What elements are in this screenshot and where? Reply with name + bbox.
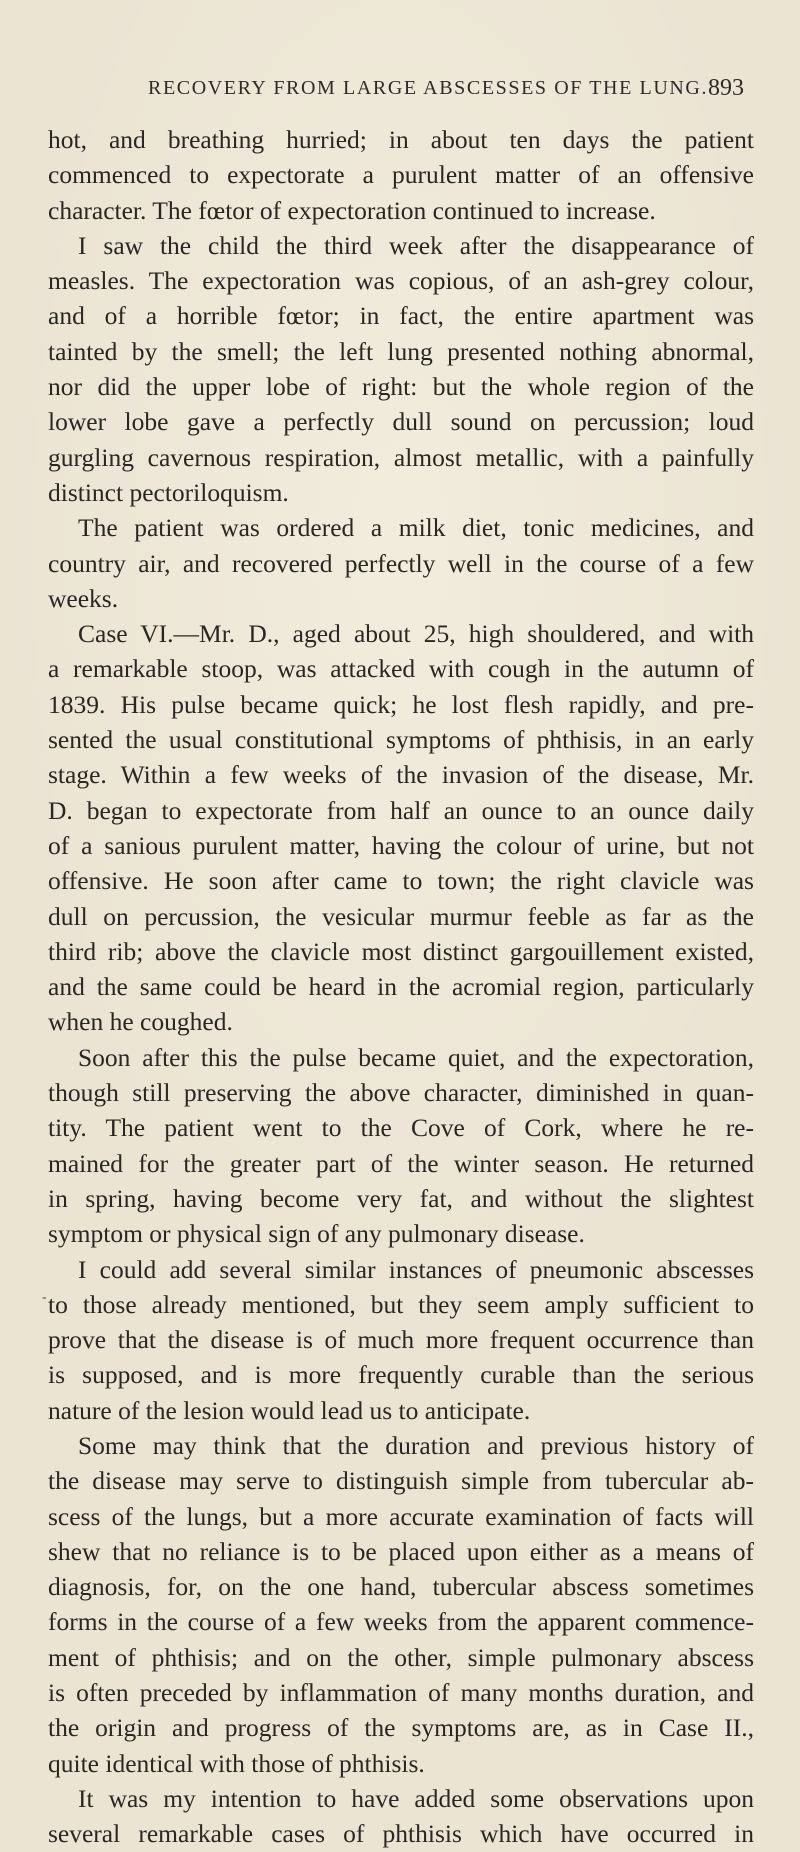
text-line: gurgling cavernous respiration, almost metallic, with a painfully bbox=[48, 442, 754, 472]
text-line: 1839. His pulse became quick; he lost flesh rapidly, and pre- bbox=[48, 689, 754, 719]
body-text bbox=[48, 122, 754, 1852]
text-line: Soon after this the pulse became quiet, and the expectoration, bbox=[78, 1042, 754, 1072]
text-line: a remarkable stoop, was attacked with cough in the autumn of bbox=[48, 654, 754, 684]
text-line: hot, and breathing hurried; in about ten days the patient bbox=[48, 125, 754, 154]
text-line: Some may think that the duration and previous history of bbox=[78, 1430, 754, 1460]
text-line: Case VI.—Mr. D., aged about 25, high shouldered, and with bbox=[78, 619, 754, 649]
text-line: to those already mentioned, but they seem amply sufficient to bbox=[48, 1289, 754, 1319]
text-line: character. The fœtor of expectoration continued to increase. bbox=[48, 195, 656, 225]
text-line: several remarkable cases of phthisis which have occurred in bbox=[48, 1819, 754, 1849]
text-line: dull on percussion, the vesicular murmur feeble as far as the bbox=[48, 901, 754, 931]
text-line: distinct pectoriloquism. bbox=[48, 477, 289, 507]
text-line: D. began to expectorate from half an ounce to an ounce daily bbox=[48, 795, 754, 825]
text-line: the disease may serve to distinguish simple from tubercular ab- bbox=[48, 1466, 754, 1496]
text-line: tity. The patient went to the Cove of Cork, where he re- bbox=[48, 1113, 754, 1143]
text-line: commenced to expectorate a purulent matter of an offensive bbox=[48, 160, 754, 190]
text-line: forms in the course of a few weeks from the apparent commence- bbox=[48, 1607, 754, 1637]
text-line: The patient was ordered a milk diet, tonic medicines, and bbox=[78, 513, 754, 543]
text-line: I saw the child the third week after the disappearance of bbox=[78, 230, 754, 260]
text-line: the origin and progress of the symptoms are, as in Case II., bbox=[48, 1713, 754, 1743]
text-line: nature of the lesion would lead us to anticipate. bbox=[48, 1395, 531, 1425]
text-line: shew that no reliance is to be placed upon either as a means of bbox=[48, 1536, 754, 1566]
text-line: of a sanious purulent matter, having the colour of urine, but not bbox=[48, 830, 754, 860]
footer-mark: - bbox=[42, 1290, 47, 1305]
text-line: tainted by the smell; the left lung presented nothing abnormal, bbox=[48, 336, 754, 366]
text-line: symptom or physical sign of any pulmonary disease. bbox=[48, 1219, 585, 1249]
text-line: It was my intention to have added some observations upon bbox=[78, 1783, 754, 1813]
text-line: quite identical with those of phthisis. bbox=[48, 1748, 425, 1778]
text-line: nor did the upper lobe of right: but the whole region of the bbox=[48, 372, 754, 402]
running-head bbox=[0, 77, 800, 107]
text-line: measles. The expectoration was copious, of an ash-grey colour, bbox=[48, 266, 754, 296]
text-line: offensive. He soon after came to town; the right clavicle was bbox=[48, 866, 754, 896]
text-line: sented the usual constitutional symptoms of phthisis, in an early bbox=[48, 725, 754, 755]
text-line: third rib; above the clavicle most distinct gargouillement existed, bbox=[48, 936, 754, 966]
text-line: prove that the disease is of much more frequent occurrence than bbox=[48, 1325, 754, 1355]
text-line: and the same could be heard in the acromial region, particularly bbox=[48, 972, 754, 1002]
text-line: ment of phthisis; and on the other, simple pulmonary abscess bbox=[48, 1642, 754, 1672]
page-number: 893 bbox=[708, 75, 744, 101]
text-line: stage. Within a few weeks of the invasion of the disease, Mr. bbox=[48, 760, 754, 790]
text-line: mained for the greater part of the winter season. He returned bbox=[48, 1148, 754, 1178]
text-line: weeks. bbox=[48, 583, 119, 613]
text-line: lower lobe gave a perfectly dull sound on percussion; loud bbox=[48, 407, 754, 437]
text-line: scess of the lungs, but a more accurate examination of facts will bbox=[48, 1501, 754, 1531]
text-line: I could add several similar instances of pneumonic abscesses bbox=[78, 1254, 754, 1284]
text-line: and of a horrible fœtor; in fact, the entire apartment was bbox=[48, 301, 754, 331]
text-line: in spring, having become very fat, and without the slightest bbox=[48, 1183, 754, 1213]
running-title: RECOVERY FROM LARGE ABSCESSES OF THE LUNG. bbox=[148, 77, 709, 99]
text-line: country air, and recovered perfectly well in the course of a few bbox=[48, 548, 754, 578]
text-line: diagnosis, for, on the one hand, tubercular abscess sometimes bbox=[48, 1572, 754, 1602]
text-line: is often preceded by inflammation of many months duration, and bbox=[48, 1678, 754, 1708]
text-line: is supposed, and is more frequently curable than the serious bbox=[48, 1360, 754, 1390]
text-line: when he coughed. bbox=[48, 1007, 233, 1037]
text-line: though still preserving the above character, diminished in quan- bbox=[48, 1078, 754, 1108]
